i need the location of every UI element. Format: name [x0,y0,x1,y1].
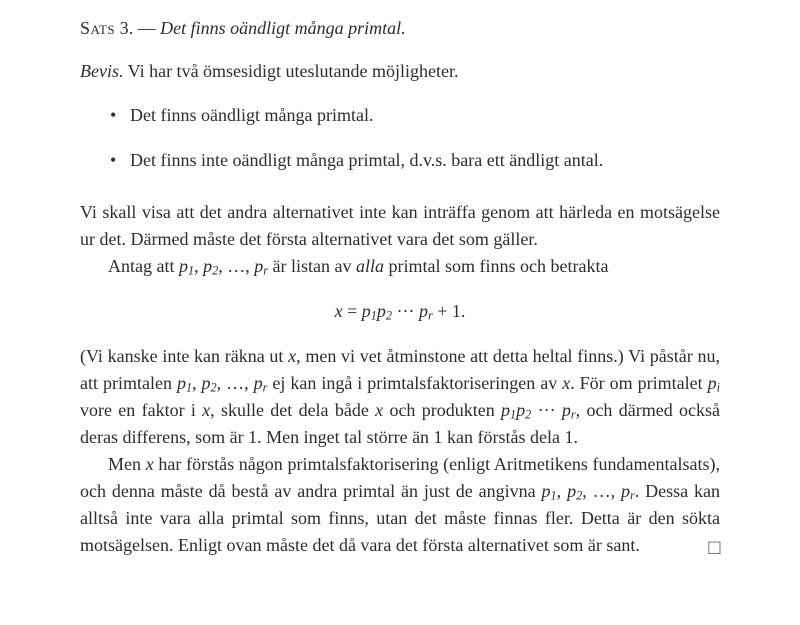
bullet-icon: • [110,105,117,125]
list-item [80,147,720,174]
bullet-icon: • [110,150,117,170]
paragraph-men-x [80,451,720,559]
qed-symbol: □ [706,537,722,556]
list-item-text: Det finns inte oändligt många primtal, d.v.s. bara ett ändligt antal. [130,150,604,170]
paragraph-vi-skall: Vi skall visa att det andra alternativet inte kan inträffa genom att härleda en motsägelse ur det. Därmed måste det första alternativet vara det som gäller. [80,202,720,249]
list-item [80,102,720,129]
paragraph-vi-kanske: (Vi kanske inte kan räkna ut x, men vi vet åtminstone att detta heltal finns.) Vi påstår nu, att primtalen $p_1$, $p_2$, …, $p_r$ ej kan ingå i primtalsfaktoriseringen av x. För om primtalet $p_i$ vore en faktor i x, skulle det dela både x och produkten $p_1p_2$ ··· $p_r$, och därmed också deras differens, som är 1. Men inget tal större än 1 kan förstås dela 1. [80,346,721,447]
display-equation: $x = p_1p_2$ ··· $p_r + 1$. [334,301,466,323]
proof-lead-paragraph: Bevis. Vi har två ömsesidigt uteslutande möjligheter. [80,61,459,81]
alternatives-list [80,102,720,174]
theorem-heading: Sats 3. — Det finns oändligt många primtal. [80,18,406,38]
list-item-text: Det finns oändligt många primtal. [130,105,374,125]
paragraph-antag: Antag att $p_1$, $p_2$, …, $p_r$ är listan av alla primtal som finns och betrakta [108,256,609,278]
paragraph-men-x-text: Men x har förstås någon primtalsfaktorisering (enligt Aritmetikens fundamentalsats), och denna måste då bestå av andra primtal än just de angivna $p_1$, $p_2$, …, $p_r$. Dessa kan alltså inte vara alla primtal som finns, utan det måste finnas fler. Detta är den sökta motsägelsen. Enligt ovan måste det då vara det första alternativet som är sant. [80,454,721,555]
